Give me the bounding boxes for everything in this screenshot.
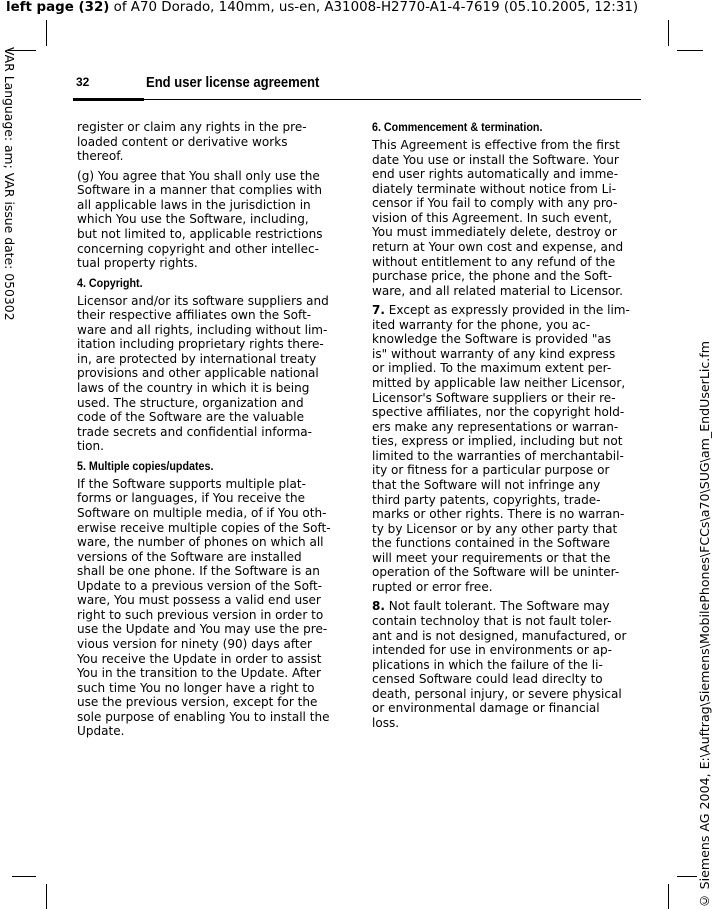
text-line: such time You no longer have a right to (77, 680, 315, 695)
text-fragment: Not fault tolerant. The Software may (384, 599, 610, 614)
crop-mark (46, 20, 47, 46)
print-info-page: left page (32) (6, 0, 110, 15)
text-line: tion. (77, 439, 104, 454)
text-line: ware, the number of phones on which all (77, 535, 324, 550)
text-line: versions of the Software are installed (77, 549, 302, 564)
text-line: ware and all rights, including without lim- (77, 322, 328, 337)
paragraph-g (77, 169, 347, 271)
text-line: ers make any representations or warran- (372, 419, 619, 434)
text-line: used. The structure, organization and (77, 395, 304, 410)
text-line: limited to the warranties of merchantabil- (372, 448, 624, 463)
text-line: end user rights automatically and imme- (372, 167, 619, 182)
crop-mark (677, 50, 703, 51)
text-line: all applicable laws in the jurisdiction in (77, 197, 311, 212)
text-line: Update to a previous version of the Soft- (77, 578, 323, 593)
text-line: erwise receive multiple copies of the Soft- (77, 520, 331, 535)
text-line: return at Your own cost and expense, and (372, 239, 624, 254)
print-info-details: of A70 Dorado, 140mm, us-en, A31008-H2770-A1-4-7619 (05.10.2005, 12:31) (109, 0, 639, 15)
text-line: You receive the Update in order to assist (77, 651, 322, 666)
section-heading-multiple-copies: 5. Multiple copies/updates. (77, 458, 214, 473)
text-line: operation of the Software will be uninter- (372, 565, 620, 580)
text-line: death, personal injury, or severe physical (372, 686, 622, 701)
text-line: provisions and other applicable national (77, 366, 319, 381)
section-number-7: 7. (372, 303, 385, 318)
section-number-8: 8. (372, 599, 385, 614)
print-info-line (6, 0, 638, 16)
text-line (372, 303, 642, 318)
text-line: Software on multiple media, of if You oth- (77, 505, 327, 520)
text-line: spective affiliates, nor the copyright hold- (372, 405, 625, 420)
text-line: ant and is not designed, manufactured, or (372, 628, 627, 643)
paragraph-commencement (372, 138, 642, 298)
text-line: rupted or error free. (372, 579, 493, 594)
text-line: If the Software supports multiple plat- (77, 476, 306, 491)
text-line: third party patents, copyrights, trade- (372, 492, 601, 507)
text-line: loaded content or derivative works (77, 134, 288, 149)
paragraph-warranty (372, 303, 642, 594)
text-line: the functions contained in the Software (372, 536, 611, 551)
left-column (77, 120, 347, 744)
text-line: use the Update and You may use the pre- (77, 622, 328, 637)
text-line: use the previous version, except for the (77, 695, 318, 710)
text-line: right to such previous version in order to (77, 607, 324, 622)
text-line: Licensor's Software suppliers or their re- (372, 390, 616, 405)
text-line: trade secrets and confidential informa- (77, 424, 313, 439)
text-line: purchase price, the phone and the Soft- (372, 269, 613, 284)
text-line: diately terminate without notice from Li- (372, 181, 617, 196)
text-line: shall be one phone. If the Software is an (77, 564, 320, 579)
text-line: knowledge the Software is provided "as (372, 332, 612, 347)
text-line: Licensor and/or its software suppliers and (77, 293, 329, 308)
text-line: laws of the country in which it is being (77, 381, 310, 395)
section-heading-commencement: 6. Commencement & termination. (372, 120, 543, 134)
text-line: censed Software could lead direclty to (372, 672, 603, 687)
text-line: is" without warranty of any kind express (372, 346, 616, 361)
text-line: that the Software will not infringe any (372, 477, 601, 492)
paragraph-fault-tolerance (372, 599, 642, 730)
crop-mark (12, 876, 36, 877)
text-line: vious version for ninety (90) days after (77, 637, 312, 651)
text-line: loss. (372, 715, 400, 730)
text-line: their respective affiliates own the Soft- (77, 308, 312, 323)
text-line: register or claim any rights in the pre- (77, 120, 307, 134)
text-line: date You use or install the Software. Your (372, 152, 619, 167)
text-line: forms or languages, if You receive the (77, 491, 306, 506)
page-number: 32 (76, 75, 90, 89)
text-line: ware, You must possess a valid end user (77, 593, 321, 608)
text-line: marks or other rights. There is no warran- (372, 507, 625, 522)
var-language-text: VAR Language: am; VAR issue date: 050302 (2, 47, 17, 321)
text-line: censor if You fail to comply with any pro- (372, 196, 618, 211)
text-line: You must immediately delete, destroy or (372, 225, 617, 240)
text-line: without entitlement to any refund of the (372, 254, 616, 269)
copyright-path-text: © Siemens AG 2004, E:\Auftrag\Siemens\MobilePhones\FCCs\a70\SUG\am_EndUserLic.fm (696, 340, 712, 908)
text-line: or implied. To the maximum extent per- (372, 361, 612, 376)
right-column (372, 120, 642, 736)
text-line: itation including proprietary rights there- (77, 337, 324, 352)
text-line: tual property rights. (77, 256, 198, 271)
text-line: or environmental damage or financial (372, 701, 600, 716)
text-line: which You use the Software, including, (77, 212, 309, 227)
paragraph-continuation (77, 120, 347, 164)
text-line: (g) You agree that You shall only use the (77, 168, 320, 183)
text-line: sole purpose of enabling You to install the (77, 709, 330, 724)
text-line: contain technoloy that is not fault toler- (372, 614, 612, 628)
copyright-path-note (696, 340, 713, 908)
text-line: plications in which the failure of the li- (372, 657, 603, 672)
paragraph-multiple-copies (77, 477, 347, 739)
text-line: mitted by applicable law neither Licensor, (372, 376, 626, 390)
text-line: This Agreement is effective from the first (372, 138, 620, 152)
header-rule (144, 99, 641, 100)
var-language-note (1, 47, 17, 337)
crop-mark (668, 20, 669, 46)
text-line: vision of this Agreement. In such event, (372, 210, 612, 225)
crop-mark (677, 876, 697, 877)
text-line (372, 599, 642, 614)
text-line: ware, and all related material to Licensor. (372, 283, 623, 298)
text-line: code of the Software are the valuable (77, 410, 305, 425)
text-line: Software in a manner that complies with (77, 183, 322, 198)
text-line: Update. (77, 724, 125, 739)
text-line: ity or fitness for a particular purpose or (372, 463, 610, 478)
crop-mark (46, 884, 47, 909)
text-line: but not limited to, applicable restrictions (77, 226, 323, 241)
text-line: in, are protected by international treaty (77, 351, 317, 366)
page-title: End user license agreement (146, 75, 320, 91)
text-line: concerning copyright and other intellec- (77, 241, 320, 256)
crop-mark (668, 884, 669, 909)
section-heading-copyright: 4. Copyright. (77, 275, 143, 290)
text-line: thereof. (77, 149, 124, 164)
text-fragment: Except as expressly provided in the lim- (384, 303, 630, 318)
text-line: will meet your requirements or that the (372, 550, 611, 565)
text-line: ited warranty for the phone, you ac- (372, 317, 591, 332)
text-line: intended for use in environments or ap- (372, 643, 613, 658)
text-line: You in the transition to the Update. After (77, 666, 321, 681)
paragraph-copyright (77, 294, 347, 454)
header-rule-thick (73, 98, 144, 101)
text-line: ty by Licensor or by any other party that (372, 521, 618, 536)
text-line: ties, express or implied, including but not (372, 434, 623, 449)
